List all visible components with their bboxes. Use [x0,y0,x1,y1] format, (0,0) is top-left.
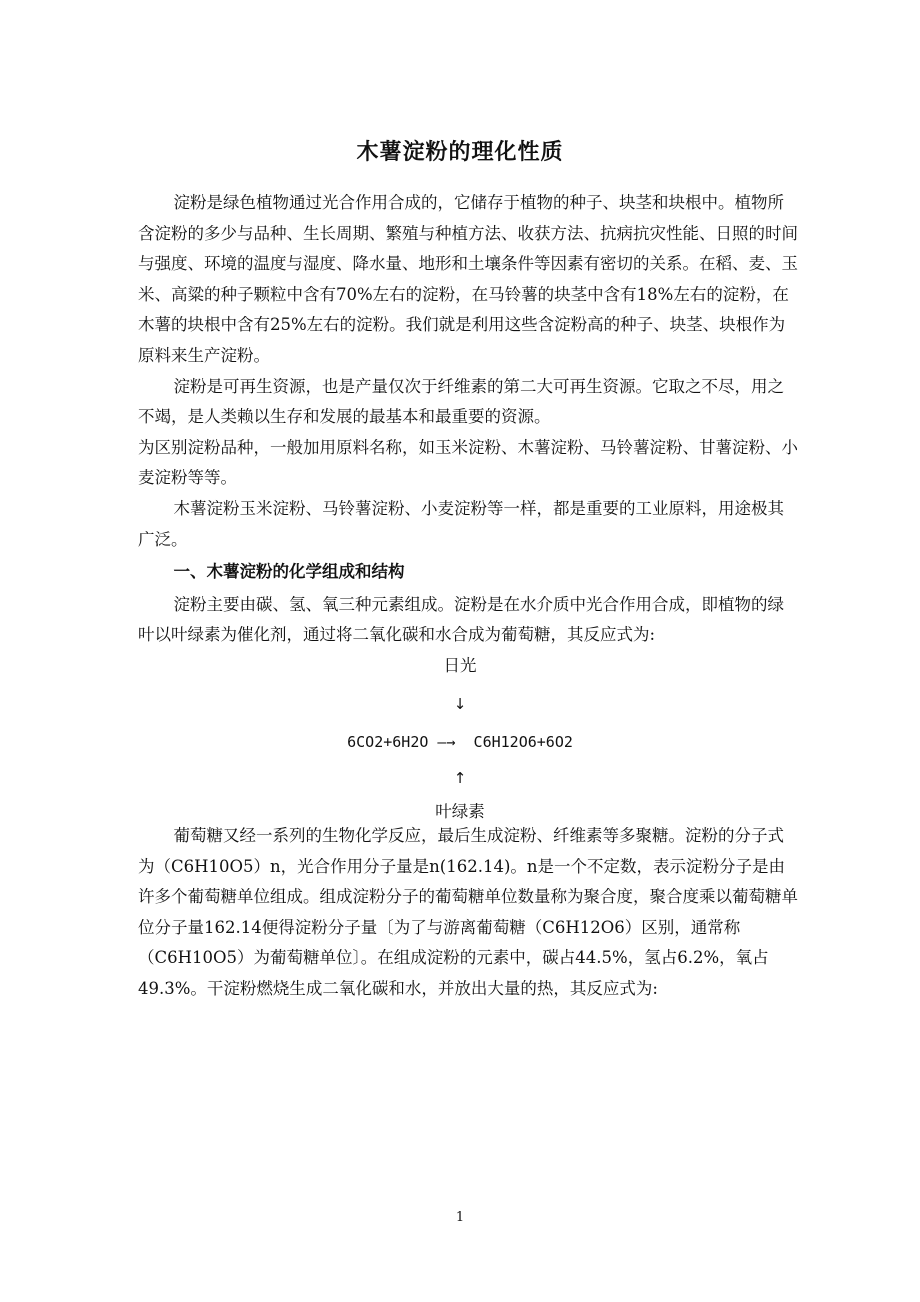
document-body [138,188,798,1004]
paragraph-starch-varieties: 为区别淀粉品种，一般加用原料名称，如玉米淀粉、木薯淀粉、马铃薯淀粉、甘薯淀粉、小麦淀粉等等。 [138,437,798,488]
paragraph-starch-origin: 淀粉是绿色植物通过光合作用合成的，它储存于植物的种子、块茎和块根中。植物所含淀粉的多少与品种、生长周期、繁殖与种植方法、收获方法、抗病抗灾性能、日照的时间与强度、环境的温度与湿度、降水量、地形和土壤条件等因素有密切的关系。在稻、麦、玉米、高粱的种子颗粒中含有70%左右的淀粉，在马铃薯的块茎中含有18%左右的淀粉，在木薯的块根中含有25%左右的淀粉。我们就是利用这些含淀粉高的种子、块茎、块根作为原料来生产淀粉。 [138,193,798,365]
paragraph-composition: 淀粉主要由碳、氢、氧三种元素组成。淀粉是在水介质中光合作用合成，即植物的绿叶以叶绿素为催化剂，通过将二氧化碳和水合成为葡萄糖，其反应式为: [138,594,784,645]
arrow-up-icon: ↑ [453,768,467,787]
photosynthesis-equation [138,651,798,821]
arrow-right-icon: —→ [437,732,456,751]
equation-sunlight-label: 日光 [443,655,477,675]
page-title: 木薯淀粉的理化性质 [356,140,564,165]
section-heading-composition: 一、木薯淀粉的化学组成和结构 [173,562,405,582]
paragraph-molecular-formula: 葡萄糖又经一系列的生物化学反应，最后生成淀粉、纤维素等多聚糖。淀粉的分子式为（C6H10O5）n，光合作用分子量是n(162.14)。n是一个不定数，表示淀粉分子是由许多个葡萄糖单位组成。组成淀粉分子的葡萄糖单位数量称为聚合度，聚合度乘以葡萄糖单位分子量162.14便得淀粉分子量〔为了与游离葡萄糖（C6H12O6）区别，通常称（C6H10O5）为葡萄糖单位〕。在组成淀粉的元素中，碳占44.5%，氢占6.2%，氧占49.3%。干淀粉燃烧生成二氧化碳和水，并放出大量的热，其反应式为: [138,825,798,998]
equation-chlorophyll-label: 叶绿素 [435,801,485,821]
paragraph-cassava-uses: 木薯淀粉玉米淀粉、马铃薯淀粉、小麦淀粉等一样，都是重要的工业原料，用途极其广泛。 [138,498,784,549]
equation-reactants: 6CO2+6H2O [347,732,429,751]
arrow-down-icon: ↓ [453,694,467,713]
equation-line [138,727,782,758]
paragraph-renewable-resource: 淀粉是可再生资源，也是产量仅次于纤维素的第二大可再生资源。它取之不尽，用之不竭，是人类赖以生存和发展的最基本和最重要的资源。 [138,376,784,427]
equation-products: C6H12O6+6O2 [473,732,573,751]
page-number: 1 [455,1210,465,1225]
